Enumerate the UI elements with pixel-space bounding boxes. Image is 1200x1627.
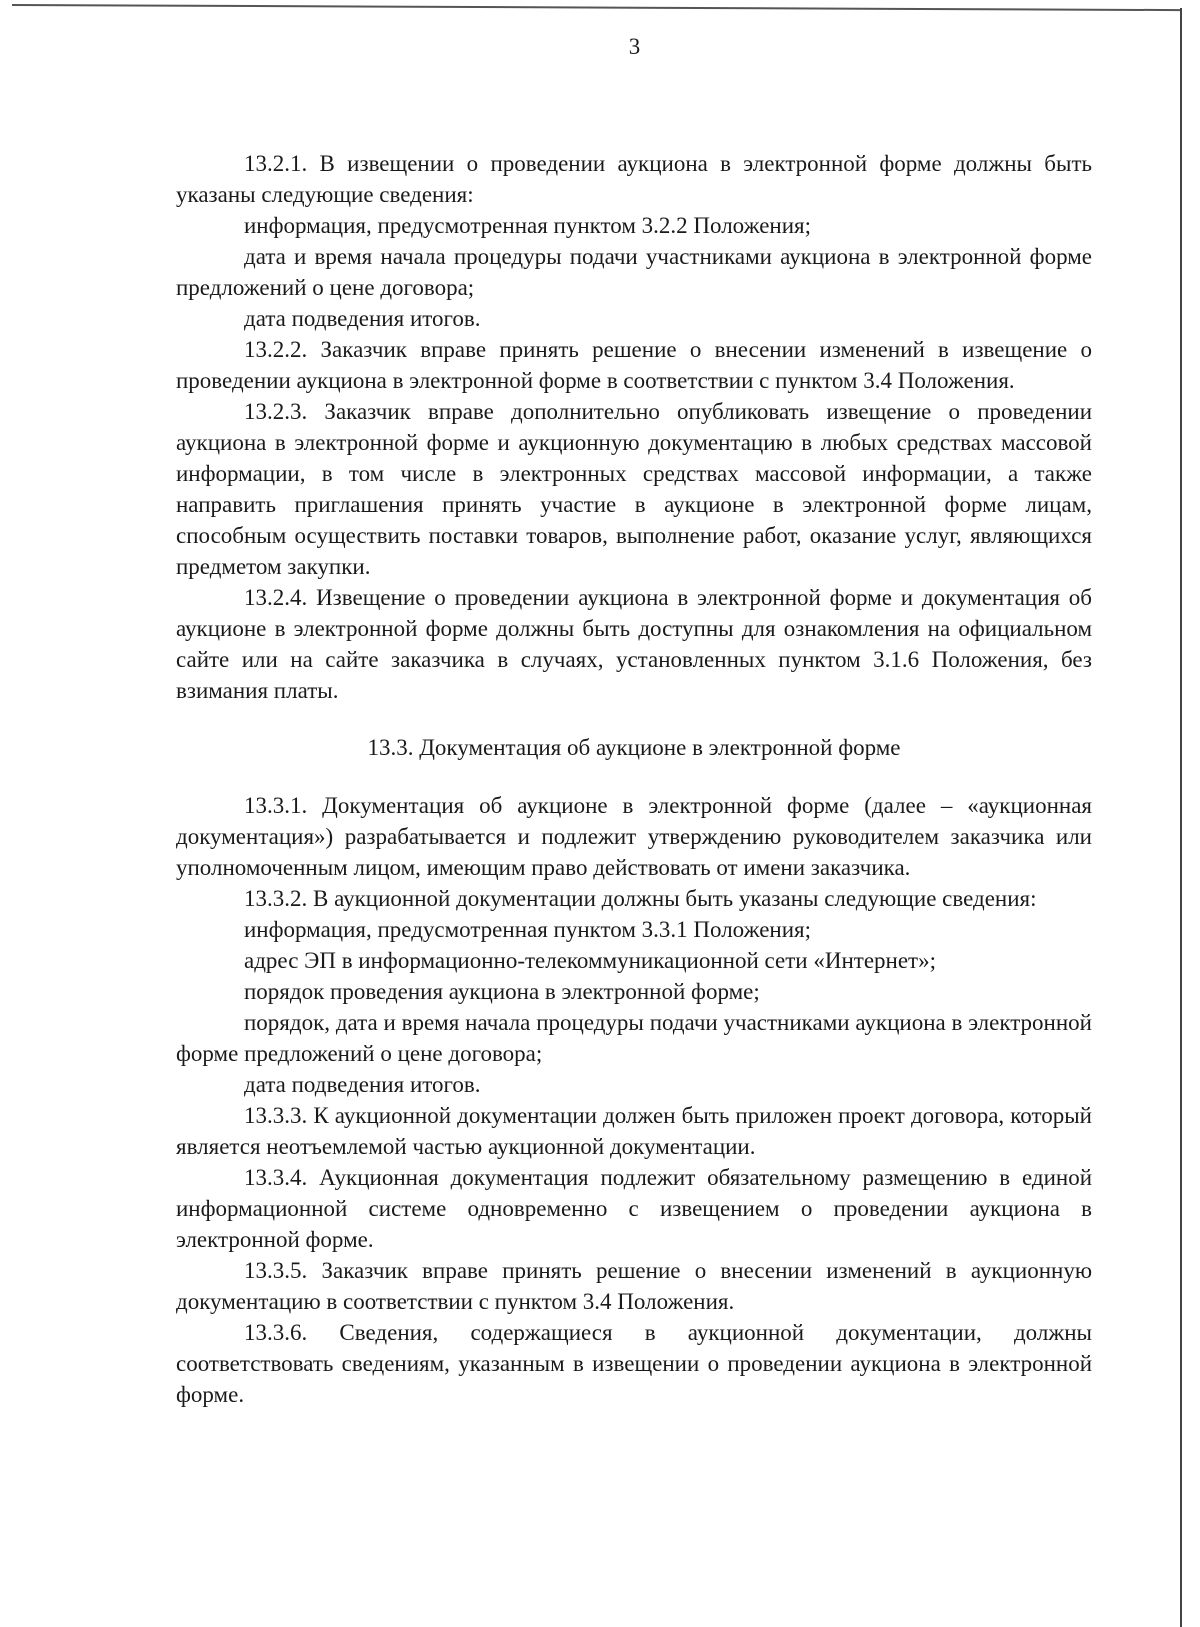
- paragraph-13-3-2: 13.3.2. В аукционной документации должны быть указаны следующие сведения:: [244, 886, 1037, 911]
- paragraph-13-3-6: 13.3.6. Сведения, содержащиеся в аукционной документации, должны соответствовать сведениям, указанным в извещении о проведении аукциона в электронной форме.: [176, 1320, 1092, 1407]
- list-item: информация, предусмотренная пунктом 3.2.2 Положения;: [244, 213, 811, 238]
- list-item: дата и время начала процедуры подачи участниками аукциона в электронной форме предложений о цене договора;: [176, 244, 1092, 300]
- paragraph-13-3-5: 13.3.5. Заказчик вправе принять решение о внесении изменений в аукционную документацию в соответствии с пунктом 3.4 Положения.: [176, 1258, 1092, 1314]
- paragraph-13-2-4: 13.2.4. Извещение о проведении аукциона в электронной форме и документация об аукционе в электронной форме должны быть доступны для ознакомления на официальном сайте или на сайте заказчика в случаях, установленных пунктом 3.1.6 Положения, без взимания платы.: [176, 585, 1092, 703]
- paragraph-13-3-4: 13.3.4. Аукционная документация подлежит обязательному размещению в единой информационной системе одновременно с извещением о проведении аукциона в электронной форме.: [176, 1165, 1092, 1252]
- list-item: порядок, дата и время начала процедуры подачи участниками аукциона в электронной форме предложений о цене договора;: [176, 1010, 1092, 1066]
- scan-edge-top: [12, 4, 1182, 11]
- list-item: порядок проведения аукциона в электронной форме;: [244, 979, 760, 1004]
- scan-edge-right: [1180, 8, 1182, 1627]
- page-number: 3: [628, 34, 642, 59]
- section-13-3: [176, 732, 1092, 1410]
- paragraph-13-3-3: 13.3.3. К аукционной документации должен быть приложен проект договора, который является неотъемлемой частью аукционной документации.: [176, 1103, 1092, 1159]
- list-item: информация, предусмотренная пунктом 3.3.1 Положения;: [244, 917, 811, 942]
- paragraph-13-2-3: 13.2.3. Заказчик вправе дополнительно опубликовать извещение о проведении аукциона в электронной форме и аукционную документацию в любых средствах массовой информации, в том числе в электронных средствах массовой информации, а также направить приглашения принять участие в аукционе в электронной форме лицам, способным осуществить поставки товаров, выполнение работ, оказание услуг, являющихся предметом закупки.: [176, 399, 1092, 579]
- section-13-2: [176, 148, 1092, 706]
- paragraph-13-3-1: 13.3.1. Документация об аукционе в электронной форме (далее – «аукционная документация») разрабатывается и подлежит утверждению руководителем заказчика или уполномоченным лицом, имеющим право действовать от имени заказчика.: [176, 793, 1092, 880]
- document-body: [176, 148, 1092, 1410]
- section-heading: 13.3. Документация об аукционе в электронной форме: [367, 735, 901, 760]
- paragraph-13-2-1: 13.2.1. В извещении о проведении аукциона в электронной форме должны быть указаны следующие сведения:: [176, 151, 1092, 207]
- list-item: дата подведения итогов.: [244, 1072, 481, 1097]
- paragraph-13-2-2: 13.2.2. Заказчик вправе принять решение о внесении изменений в извещение о проведении аукциона в электронной форме в соответствии с пунктом 3.4 Положения.: [176, 337, 1092, 393]
- list-item: дата подведения итогов.: [244, 306, 481, 331]
- list-item: адрес ЭП в информационно-телекоммуникационной сети «Интернет»;: [244, 948, 936, 973]
